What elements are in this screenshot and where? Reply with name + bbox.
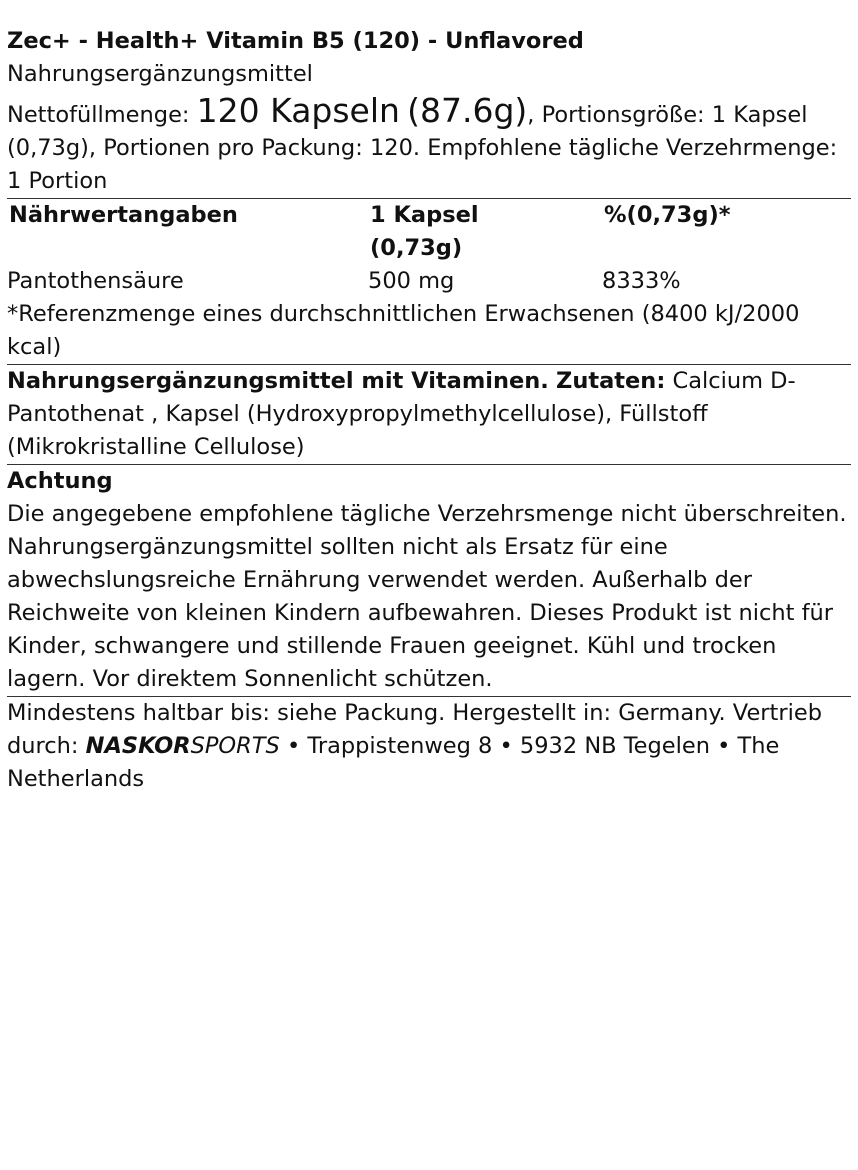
ingredients-text: Calcium D-Pantothenat , Kapsel (Hydroxypropylmethylcellulose), Füllstoff (Mikrokristalline Cellulose) [7,368,796,460]
nutrition-header-percent: %(0,73g)* [604,202,731,228]
brand-name-bold: NASKOR [85,733,191,759]
distributor-address: • Trappistenweg 8 • 5932 NB Tegelen • The Netherlands [7,733,780,792]
servings-value: 120. [369,135,421,161]
nutrition-header-serving-line1: 1 Kapsel [370,202,479,228]
ingredients-label: Zutaten: [556,368,666,394]
nutrient-percent: 8333% [602,268,681,294]
net-label: Nettofüllmenge: [7,102,190,128]
footer-section [7,696,851,796]
warning-section [7,464,851,696]
product-category: Nahrungsergänzungsmittel [7,61,313,87]
brand-logo [86,733,280,759]
nutrient-amount: 500 mg [368,268,455,294]
nutrition-header-serving [370,199,604,265]
ingredients-section [7,364,851,464]
net-separator: , [527,102,535,128]
table-row [7,265,851,298]
portion-size-value: 1 Kapsel (0,73g), [7,102,808,161]
best-before-label: Mindestens haltbar bis: [7,700,271,726]
nutrition-header-serving-line2: (0,73g) [370,235,463,261]
nutrient-name: Pantothensäure [7,268,184,294]
portion-size-label: Portionsgröße: [541,102,705,128]
servings-label: Portionen pro Packung: [103,135,363,161]
made-in-label: Hergestellt in: [452,700,612,726]
net-quantity: 120 Kapseln [196,91,400,130]
brand-name-rest: SPORTS [190,733,280,759]
supplement-type: Nahrungsergänzungsmittel mit Vitaminen. [7,368,549,394]
nutrition-table [7,198,851,364]
warning-text: Die angegebene empfohlene tägliche Verzehrsmenge nicht überschreiten. Nahrungsergänzungsmittel sollten nicht als Ersatz für eine abwechslungsreiche Ernährung verwendet werden. Außerhalb der Reichweite von kleinen Kindern aufbewahren. Dieses Produkt ist nicht für Kinder, schwangere und stillende Frauen geeignet. Kühl und trocken lagern. Vor direktem Sonnenlicht schützen. [7,501,847,692]
net-content-info [7,91,851,198]
daily-intake-label: Empfohlene tägliche Verzehrmenge: [427,135,838,161]
daily-intake-value: 1 Portion [7,168,108,194]
nutrition-table-header [7,199,851,265]
made-in-value: Germany. [618,700,726,726]
nutrition-footnote: *Referenzmenge eines durchschnittlichen Erwachsenen (8400 kJ/2000 kcal) [7,301,800,360]
nutrition-header-name: Nährwertangaben [9,202,238,228]
warning-heading: Achtung [7,468,113,494]
net-weight: (87.6g) [407,91,528,130]
distributor-label: Vertrieb durch: [7,700,822,759]
best-before-value: siehe Packung. [277,700,446,726]
product-title: Zec+ - Health+ Vitamin B5 (120) - Unflavored [7,28,584,54]
